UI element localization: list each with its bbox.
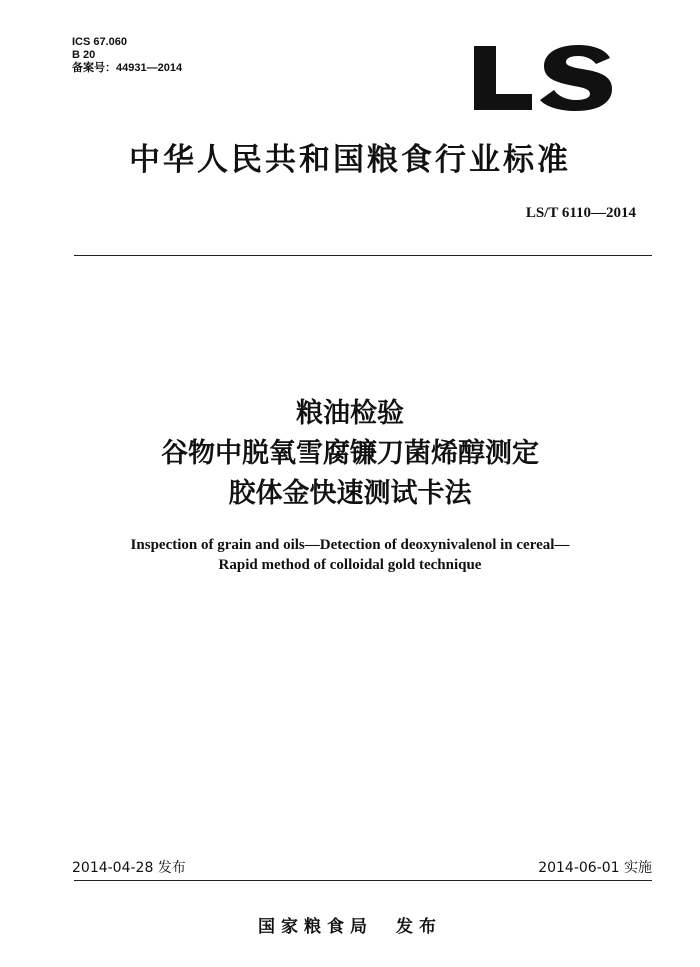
ls-logo — [470, 44, 615, 112]
title-cn-line3: 胶体金快速测试卡法 — [228, 478, 472, 509]
title-cn-line1: 粮油检验 — [296, 398, 404, 429]
issue-date: 2014-04-28 发布 — [72, 860, 186, 876]
implementation-date: 2014-06-01 实施 — [538, 860, 652, 876]
agency-title: 中华人民共和国粮食行业标准 — [129, 142, 571, 178]
standard-number: LS/T 6110—2014 — [525, 205, 636, 221]
header-divider — [74, 255, 652, 256]
footer-divider — [74, 880, 652, 881]
publisher: 国家粮食局 发布 — [258, 917, 442, 937]
record-number: 备案号：44931—2014 — [72, 62, 183, 74]
ccs-code: B 20 — [72, 49, 96, 61]
title-cn-line2: 谷物中脱氧雪腐镰刀菌烯醇测定 — [161, 438, 539, 469]
title-en-line2: Rapid method of colloidal gold technique — [218, 557, 482, 573]
ics-code: ICS 67.060 — [72, 36, 128, 48]
title-en-line1: Inspection of grain and oils—Detection of deoxynivalenol in cereal— — [130, 537, 570, 553]
